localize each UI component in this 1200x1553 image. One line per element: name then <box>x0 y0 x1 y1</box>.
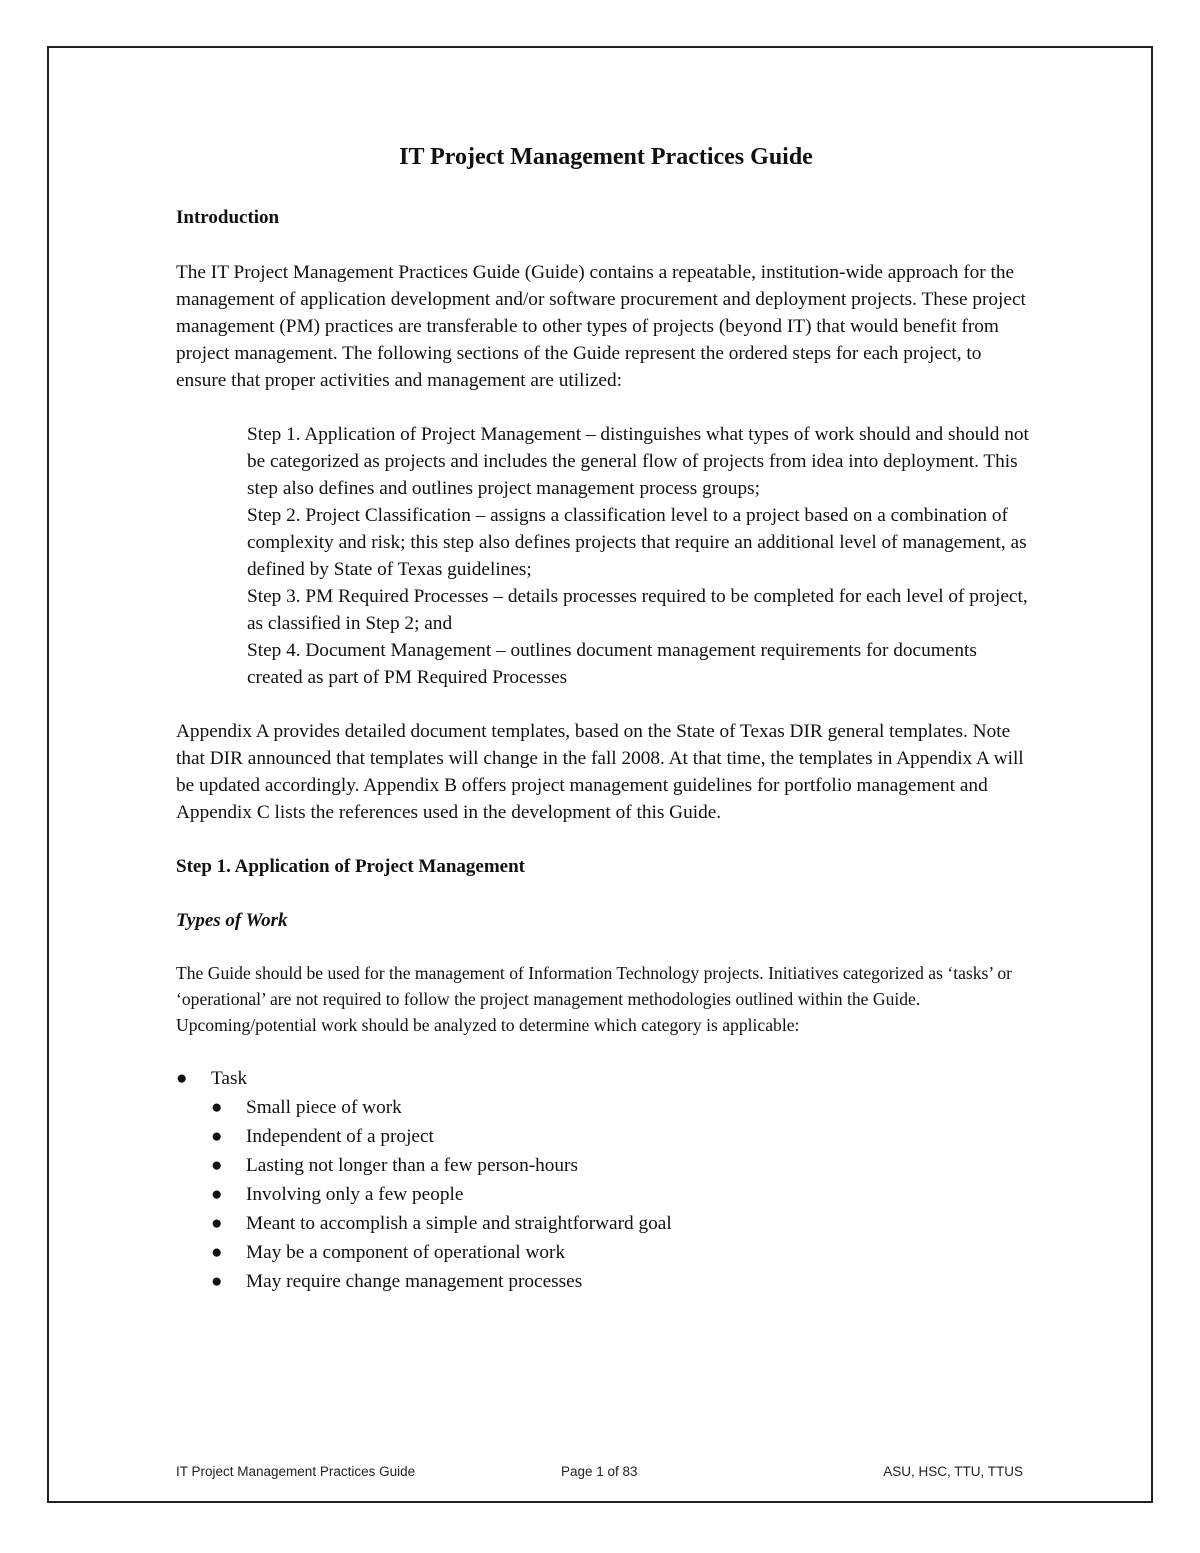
bullet-icon: ● <box>211 1097 223 1118</box>
step-item: Step 2. Project Classification – assigns a classification level to a project based on a combination of complexity and risk; this step also defines projects that require an additional level of management, as defined by State of Texas guidelines; <box>247 505 1027 580</box>
step1-heading: Step 1. Application of Project Management <box>176 856 525 877</box>
bullet-icon: ● <box>211 1213 223 1234</box>
task-sub-list <box>211 1093 1036 1296</box>
list-item <box>211 1180 1036 1209</box>
document-body <box>176 140 1036 1296</box>
introduction-heading: Introduction <box>176 207 280 228</box>
types-of-work-subheading: Types of Work <box>176 910 288 931</box>
sub-bullet-text: Independent of a project <box>246 1126 434 1147</box>
list-item <box>211 1151 1036 1180</box>
task-label: Task <box>211 1068 248 1089</box>
sub-bullet-text: Involving only a few people <box>246 1184 464 1205</box>
types-of-work-paragraph: The Guide should be used for the management of Information Technology projects. Initiatives categorized as ‘tasks’ or ‘operational’ are not required to follow the project management methodologies outlined within the Guide. Upcoming/potential work should be analyzed to determine which category is applicable: <box>176 963 1013 1035</box>
list-item <box>211 1122 1036 1151</box>
appendix-paragraph: Appendix A provides detailed document templates, based on the State of Texas DIR general templates. Note that DIR announced that templates will change in the fall 2008. At that time, the templates in Appendix A will be updated accordingly. Appendix B offers project management guidelines for portfolio management and Appendix C lists the references used in the development of this Guide. <box>176 721 1024 823</box>
footer-page-number: Page 1 of 83 <box>561 1464 638 1479</box>
bullet-icon: ● <box>211 1126 223 1147</box>
step-item: Step 4. Document Management – outlines document management requirements for documents created as part of PM Required Processes <box>247 640 977 688</box>
list-item <box>176 1064 1036 1296</box>
sub-bullet-text: May require change management processes <box>246 1271 583 1292</box>
sub-bullet-text: Lasting not longer than a few person-hours <box>246 1155 578 1176</box>
step-item: Step 1. Application of Project Management – distinguishes what types of work should and should not be categorized as projects and includes the general flow of projects from idea into deployment. This step also defines and outlines project management process groups; <box>247 424 1029 499</box>
bullet-icon: ● <box>211 1184 223 1205</box>
step-item: Step 3. PM Required Processes – details processes required to be completed for each level of project, as classified in Step 2; and <box>247 586 1028 634</box>
bullet-icon: ● <box>211 1271 223 1292</box>
bullet-icon: ● <box>211 1155 223 1176</box>
bullet-icon: ● <box>176 1068 188 1089</box>
list-item <box>211 1238 1036 1267</box>
introduction-paragraph: The IT Project Management Practices Guide (Guide) contains a repeatable, institution-wide approach for the management of application development and/or software procurement and deployment projects. These project management (PM) practices are transferable to other types of projects (beyond IT) that would benefit from project management. The following sections of the Guide represent the ordered steps for each project, to ensure that proper activities and management are utilized: <box>176 262 1026 391</box>
footer-institutions: ASU, HSC, TTU, TTUS <box>883 1464 1023 1479</box>
sub-bullet-text: Small piece of work <box>246 1097 402 1118</box>
list-item <box>211 1267 1036 1296</box>
document-title: IT Project Management Practices Guide <box>399 144 813 170</box>
sub-bullet-text: Meant to accomplish a simple and straightforward goal <box>246 1213 672 1234</box>
bullet-icon: ● <box>211 1242 223 1263</box>
list-item <box>211 1093 1036 1122</box>
sub-bullet-text: May be a component of operational work <box>246 1242 566 1263</box>
list-item <box>211 1209 1036 1238</box>
steps-list <box>176 421 1036 691</box>
footer-title: IT Project Management Practices Guide <box>176 1464 416 1479</box>
work-category-list <box>176 1064 1036 1296</box>
